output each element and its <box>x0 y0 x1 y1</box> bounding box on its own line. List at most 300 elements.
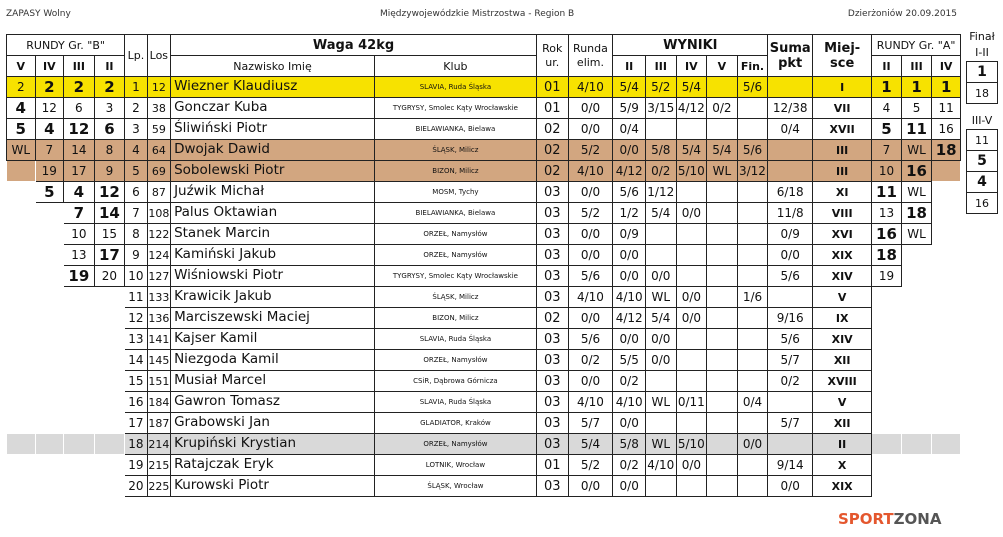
empty-cell <box>901 476 932 497</box>
empty-cell <box>7 203 36 224</box>
place-cell: III <box>813 161 872 182</box>
result-cell <box>676 245 707 266</box>
suma-cell: 6/18 <box>768 182 813 203</box>
runda-cell: 5/7 <box>568 413 613 434</box>
result-cell <box>707 371 738 392</box>
result-cell <box>707 413 738 434</box>
round-a-cell: 7 <box>872 140 902 161</box>
name-header: Nazwisko Imię <box>171 56 375 77</box>
empty-cell <box>35 266 64 287</box>
table-row <box>7 161 961 182</box>
empty-cell <box>932 434 961 455</box>
lp-cell: 4 <box>125 140 147 161</box>
los-cell: 141 <box>147 329 170 350</box>
empty-cell <box>64 308 95 329</box>
empty-cell <box>35 287 64 308</box>
empty-cell <box>7 287 36 308</box>
result-cell: 4/12 <box>613 161 646 182</box>
place-cell: XI <box>813 182 872 203</box>
club-cell: ORZEŁ, Namysłów <box>374 434 536 455</box>
suma-cell: 0/0 <box>768 245 813 266</box>
name-cell: Sobolewski Piotr <box>171 161 375 182</box>
place-cell: XIX <box>813 245 872 266</box>
empty-cell <box>35 371 64 392</box>
result-cell: 5/6 <box>613 182 646 203</box>
los-cell: 151 <box>147 371 170 392</box>
empty-cell <box>94 434 125 455</box>
w-col-header: IV <box>676 56 707 77</box>
lp-cell: 9 <box>125 245 147 266</box>
result-cell <box>646 371 677 392</box>
suma-cell: 5/7 <box>768 413 813 434</box>
rok-cell: 01 <box>536 77 568 98</box>
lp-cell: 3 <box>125 119 147 140</box>
result-cell <box>707 392 738 413</box>
round-b-cell: 20 <box>94 266 125 287</box>
header-right: Dzierżoniów 20.09.2015 <box>847 9 957 19</box>
final-cell: 4 <box>967 172 998 193</box>
name-cell: Gonczar Kuba <box>171 98 375 119</box>
result-cell <box>707 203 738 224</box>
result-cell: 0/0 <box>613 266 646 287</box>
round-a-cell: 10 <box>872 161 902 182</box>
result-cell <box>737 182 768 203</box>
empty-cell <box>94 287 125 308</box>
round-a-cell: 5 <box>872 119 902 140</box>
los-cell: 215 <box>147 455 170 476</box>
result-cell: 4/10 <box>613 287 646 308</box>
round-a-cell: 16 <box>901 161 932 182</box>
empty-cell <box>35 245 64 266</box>
round-b-cell: 8 <box>94 140 125 161</box>
empty-cell <box>35 224 64 245</box>
result-cell <box>707 434 738 455</box>
round-a-cell: 18 <box>932 140 961 161</box>
empty-cell <box>7 161 36 182</box>
los-header: Los <box>147 35 170 77</box>
empty-cell <box>35 455 64 476</box>
place-cell: XIV <box>813 329 872 350</box>
round-b-cell: 15 <box>94 224 125 245</box>
round-a-cell: 11 <box>932 98 961 119</box>
logo-part2: ZONA <box>893 510 942 528</box>
result-cell <box>676 119 707 140</box>
result-cell: 0/0 <box>676 203 707 224</box>
lp-cell: 8 <box>125 224 147 245</box>
club-cell: ORZEŁ, Namysłów <box>374 245 536 266</box>
results-table <box>6 34 961 497</box>
result-cell <box>737 308 768 329</box>
result-cell: 5/10 <box>676 434 707 455</box>
runda-cell: 0/0 <box>568 476 613 497</box>
empty-cell <box>872 455 902 476</box>
place-cell: XVIII <box>813 371 872 392</box>
runda-cell: 4/10 <box>568 161 613 182</box>
round-a-cell: 11 <box>872 182 902 203</box>
empty-cell <box>94 308 125 329</box>
sportzona-logo <box>838 510 941 528</box>
lp-cell: 12 <box>125 308 147 329</box>
result-cell <box>707 455 738 476</box>
empty-cell <box>901 434 932 455</box>
rok-cell: 03 <box>536 182 568 203</box>
result-cell: 3/15 <box>646 98 677 119</box>
empty-cell <box>94 371 125 392</box>
name-cell: Juźwik Michał <box>171 182 375 203</box>
club-cell: SLAVIA, Ruda Śląska <box>374 77 536 98</box>
club-cell: SLAVIA, Ruda Śląska <box>374 329 536 350</box>
round-a-cell: WL <box>901 224 932 245</box>
lp-header: Lp. <box>125 35 147 77</box>
round-b-cell: 10 <box>64 224 95 245</box>
place-cell: XVI <box>813 224 872 245</box>
result-cell: WL <box>646 287 677 308</box>
round-b-cell: 12 <box>94 182 125 203</box>
final-row <box>967 62 998 83</box>
a-col-header: IV <box>932 56 961 77</box>
empty-cell <box>872 287 902 308</box>
name-cell: Wiśniowski Piotr <box>171 266 375 287</box>
los-cell: 12 <box>147 77 170 98</box>
runda-cell: 5/2 <box>568 455 613 476</box>
name-cell: Kajser Kamil <box>171 329 375 350</box>
lp-cell: 10 <box>125 266 147 287</box>
place-cell: I <box>813 77 872 98</box>
result-cell: 1/12 <box>646 182 677 203</box>
results-body <box>7 77 961 497</box>
header-left: ZAPASY Wolny <box>6 9 71 19</box>
w-col-header: V <box>707 56 738 77</box>
suma-cell: 9/16 <box>768 308 813 329</box>
result-cell <box>737 266 768 287</box>
final-cell: 5 <box>967 151 998 172</box>
result-cell: 5/9 <box>613 98 646 119</box>
empty-cell <box>932 287 961 308</box>
rok-cell: 02 <box>536 161 568 182</box>
w-col-header: III <box>646 56 677 77</box>
result-cell <box>676 476 707 497</box>
name-cell: Gawron Tomasz <box>171 392 375 413</box>
round-b-cell: 14 <box>64 140 95 161</box>
place-cell: V <box>813 287 872 308</box>
round-b-cell: 17 <box>64 161 95 182</box>
empty-cell <box>64 434 95 455</box>
runda-cell: 5/2 <box>568 203 613 224</box>
result-cell: 5/4 <box>707 140 738 161</box>
result-cell: 0/0 <box>613 140 646 161</box>
round-b-cell: 12 <box>64 119 95 140</box>
table-row <box>7 77 961 98</box>
name-cell: Grabowski Jan <box>171 413 375 434</box>
suma-cell <box>768 287 813 308</box>
round-b-cell: 14 <box>94 203 125 224</box>
club-cell: MOSM, Tychy <box>374 182 536 203</box>
empty-cell <box>901 245 932 266</box>
name-cell: Krupiński Krystian <box>171 434 375 455</box>
lp-cell: 16 <box>125 392 147 413</box>
lp-cell: 7 <box>125 203 147 224</box>
round-b-cell: 17 <box>94 245 125 266</box>
result-cell: 5/4 <box>613 77 646 98</box>
name-cell: Marciszewski Maciej <box>171 308 375 329</box>
suma-cell: 0/9 <box>768 224 813 245</box>
runda-cell: 0/0 <box>568 308 613 329</box>
table-row <box>7 245 961 266</box>
final-group1-label: I-II <box>975 46 989 59</box>
round-b-cell: 3 <box>94 98 125 119</box>
club-cell: ORZEŁ, Namysłów <box>374 350 536 371</box>
empty-cell <box>872 371 902 392</box>
w-col-header: Fin. <box>737 56 768 77</box>
place-cell: V <box>813 392 872 413</box>
result-cell: 3/12 <box>737 161 768 182</box>
empty-cell <box>932 182 961 203</box>
final-row <box>967 83 998 104</box>
empty-cell <box>901 392 932 413</box>
round-b-cell: 6 <box>64 98 95 119</box>
result-cell: 0/0 <box>613 329 646 350</box>
final-row <box>967 130 998 151</box>
round-a-cell: 16 <box>932 119 961 140</box>
runda-cell: 4/10 <box>568 287 613 308</box>
result-cell: 5/6 <box>737 140 768 161</box>
lp-cell: 6 <box>125 182 147 203</box>
place-cell: XIX <box>813 476 872 497</box>
round-b-cell: 4 <box>7 98 36 119</box>
result-cell <box>707 119 738 140</box>
suma-cell: 11/8 <box>768 203 813 224</box>
round-a-cell: 5 <box>901 98 932 119</box>
empty-cell <box>901 371 932 392</box>
lp-cell: 20 <box>125 476 147 497</box>
suma-cell: 9/14 <box>768 455 813 476</box>
round-b-cell: 9 <box>94 161 125 182</box>
name-cell: Ratajczak Eryk <box>171 455 375 476</box>
los-cell: 122 <box>147 224 170 245</box>
result-cell <box>737 224 768 245</box>
empty-cell <box>64 455 95 476</box>
los-cell: 187 <box>147 413 170 434</box>
los-cell: 87 <box>147 182 170 203</box>
table-row <box>7 455 961 476</box>
result-cell: 4/10 <box>646 455 677 476</box>
club-cell: TYGRYSY, Smolec Kąty Wrocławskie <box>374 266 536 287</box>
table-row <box>7 224 961 245</box>
result-cell: 1/2 <box>613 203 646 224</box>
final-group1-table <box>966 61 998 104</box>
rok-cell: 03 <box>536 476 568 497</box>
runda-cell: 0/0 <box>568 182 613 203</box>
round-a-cell: WL <box>901 182 932 203</box>
result-cell <box>707 287 738 308</box>
round-b-cell: WL <box>7 140 36 161</box>
empty-cell <box>94 455 125 476</box>
rok-cell: 03 <box>536 434 568 455</box>
result-cell: 5/4 <box>646 203 677 224</box>
empty-cell <box>872 308 902 329</box>
runda-cell: 5/6 <box>568 266 613 287</box>
runda-header: Runda elim. <box>568 35 613 77</box>
rok-cell: 03 <box>536 245 568 266</box>
result-cell <box>676 413 707 434</box>
empty-cell <box>932 308 961 329</box>
club-cell: BIELAWIANKA, Bielawa <box>374 203 536 224</box>
empty-cell <box>64 329 95 350</box>
lp-cell: 13 <box>125 329 147 350</box>
result-cell: 5/2 <box>646 77 677 98</box>
result-cell <box>707 224 738 245</box>
rok-cell: 03 <box>536 413 568 434</box>
los-cell: 124 <box>147 245 170 266</box>
suma-cell <box>768 77 813 98</box>
empty-cell <box>35 308 64 329</box>
result-cell: 0/0 <box>646 350 677 371</box>
round-b-cell: 6 <box>94 119 125 140</box>
final-panel <box>966 30 998 214</box>
name-cell: Kamiński Jakub <box>171 245 375 266</box>
empty-cell <box>7 245 36 266</box>
rundy-a-header: RUNDY Gr. "A" <box>872 35 961 56</box>
empty-cell <box>872 413 902 434</box>
los-cell: 214 <box>147 434 170 455</box>
logo-part1: SPORT <box>838 510 894 528</box>
rok-cell: 02 <box>536 308 568 329</box>
place-cell: VIII <box>813 203 872 224</box>
result-cell <box>737 476 768 497</box>
header-center: Międzywojewódzkie Mistrzostwa - Region B <box>380 9 575 19</box>
result-cell <box>646 119 677 140</box>
result-cell <box>737 203 768 224</box>
empty-cell <box>7 182 36 203</box>
empty-cell <box>901 350 932 371</box>
los-cell: 133 <box>147 287 170 308</box>
club-cell: ŚLĄSK, Milicz <box>374 140 536 161</box>
result-cell: WL <box>646 434 677 455</box>
empty-cell <box>7 266 36 287</box>
result-cell <box>737 413 768 434</box>
result-cell: 4/12 <box>676 98 707 119</box>
suma-cell <box>768 161 813 182</box>
result-cell: WL <box>707 161 738 182</box>
result-cell: 5/5 <box>613 350 646 371</box>
final-row <box>967 151 998 172</box>
club-cell: ORZEŁ, Namysłów <box>374 224 536 245</box>
lp-cell: 15 <box>125 371 147 392</box>
round-b-cell: 7 <box>64 203 95 224</box>
club-cell: GLADIATOR, Kraków <box>374 413 536 434</box>
empty-cell <box>35 413 64 434</box>
result-cell: 0/0 <box>613 413 646 434</box>
empty-cell <box>7 413 36 434</box>
empty-cell <box>7 224 36 245</box>
rok-cell: 03 <box>536 329 568 350</box>
empty-cell <box>35 392 64 413</box>
round-a-cell: 18 <box>901 203 932 224</box>
result-cell: 0/4 <box>737 392 768 413</box>
rok-cell: 03 <box>536 392 568 413</box>
runda-cell: 4/10 <box>568 392 613 413</box>
empty-cell <box>932 455 961 476</box>
rok-cell: 03 <box>536 203 568 224</box>
round-a-cell: 18 <box>872 245 902 266</box>
round-b-cell: 2 <box>35 77 64 98</box>
final-title: Finał <box>969 30 995 43</box>
lp-cell: 14 <box>125 350 147 371</box>
b-col-header: II <box>94 56 125 77</box>
result-cell: 0/0 <box>676 287 707 308</box>
round-a-cell: 19 <box>872 266 902 287</box>
result-cell <box>676 329 707 350</box>
empty-cell <box>932 224 961 245</box>
result-cell: 0/0 <box>613 476 646 497</box>
final-row <box>967 193 998 214</box>
result-cell: 1/6 <box>737 287 768 308</box>
round-a-cell: 4 <box>872 98 902 119</box>
club-cell: BIZON, Milicz <box>374 308 536 329</box>
place-cell: XII <box>813 350 872 371</box>
lp-cell: 1 <box>125 77 147 98</box>
club-header: Klub <box>374 56 536 77</box>
empty-cell <box>872 392 902 413</box>
empty-cell <box>35 434 64 455</box>
empty-cell <box>94 392 125 413</box>
place-cell: VII <box>813 98 872 119</box>
los-cell: 145 <box>147 350 170 371</box>
result-cell: 4/12 <box>613 308 646 329</box>
empty-cell <box>901 266 932 287</box>
name-cell: Wiezner Klaudiusz <box>171 77 375 98</box>
result-cell <box>676 371 707 392</box>
rok-cell: 02 <box>536 119 568 140</box>
a-col-header: II <box>872 56 902 77</box>
lp-cell: 5 <box>125 161 147 182</box>
empty-cell <box>901 308 932 329</box>
result-cell <box>737 455 768 476</box>
empty-cell <box>901 287 932 308</box>
weight-title: Waga 42kg <box>171 35 537 56</box>
final-cell: 16 <box>967 193 998 214</box>
b-col-header: V <box>7 56 36 77</box>
result-cell: 0/0 <box>646 329 677 350</box>
lp-cell: 18 <box>125 434 147 455</box>
empty-cell <box>94 350 125 371</box>
empty-cell <box>932 350 961 371</box>
rok-cell: 03 <box>536 287 568 308</box>
empty-cell <box>7 455 36 476</box>
empty-cell <box>901 455 932 476</box>
empty-cell <box>872 434 902 455</box>
empty-cell <box>932 203 961 224</box>
round-a-cell: 11 <box>901 119 932 140</box>
table-row <box>7 182 961 203</box>
empty-cell <box>7 350 36 371</box>
result-cell <box>737 371 768 392</box>
empty-cell <box>932 371 961 392</box>
round-a-cell: WL <box>901 140 932 161</box>
table-row <box>7 266 961 287</box>
name-cell: Stanek Marcin <box>171 224 375 245</box>
round-b-cell: 12 <box>35 98 64 119</box>
runda-cell: 5/2 <box>568 140 613 161</box>
empty-cell <box>64 287 95 308</box>
los-cell: 38 <box>147 98 170 119</box>
result-cell <box>737 119 768 140</box>
result-cell: 0/2 <box>613 455 646 476</box>
result-cell: 0/0 <box>676 308 707 329</box>
result-cell: 0/9 <box>613 224 646 245</box>
empty-cell <box>932 266 961 287</box>
runda-cell: 5/6 <box>568 329 613 350</box>
